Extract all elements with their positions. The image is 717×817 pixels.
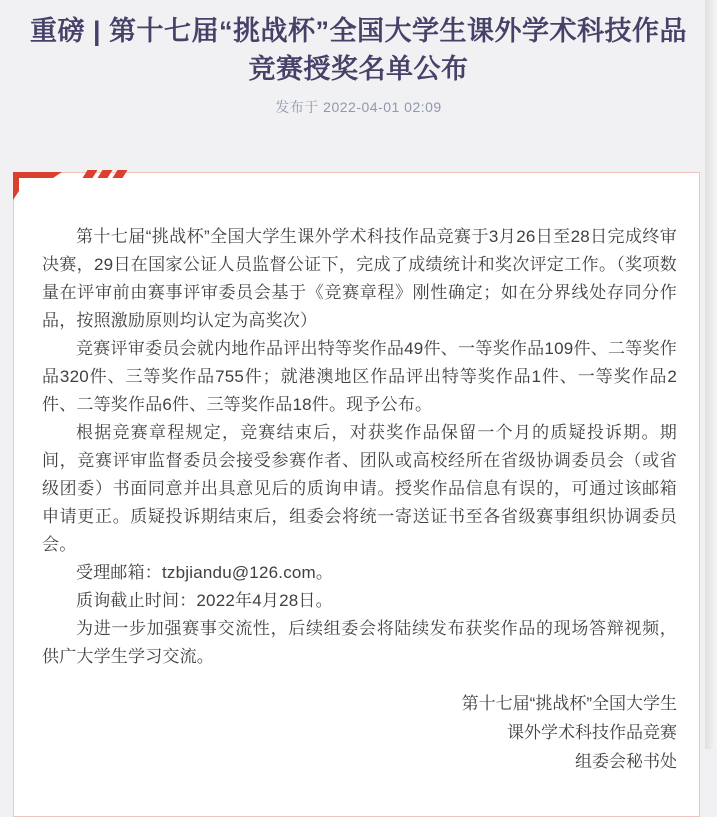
signature-line: 第十七届“挑战杯”全国大学生: [461, 694, 677, 713]
content-card: [13, 172, 700, 817]
scrollbar-track[interactable]: [705, 0, 717, 749]
triple-slash-decoration: [85, 170, 125, 178]
slash-decoration-icon: [98, 170, 113, 178]
publish-date: 发布于 2022-04-01 02:09: [275, 99, 442, 115]
slash-decoration-icon: [83, 170, 98, 178]
article-paragraph: 质询截止时间：2022年4月28日。: [76, 591, 333, 610]
article-paragraph: 第十七届“挑战杯”全国大学生课外学术科技作品竞赛于3月26日至28日完成终审决赛，29日在国家公证人员监督公证下，完成了成绩统计和奖次评定工作。（奖项数量在评审前由赛事评审委员会基于《竞赛章程》刚性确定；如在分界线处存同分作品，按照激励原则均认定为高奖次）: [42, 227, 677, 330]
page-title-line2: 竞赛授奖名单公布: [248, 54, 469, 84]
corner-bracket-vertical: [13, 172, 19, 200]
signature-block: [42, 689, 677, 776]
signature-line: 课外学术科技作品竞赛: [507, 723, 677, 742]
article-paragraph: 根据竞赛章程规定，竞赛结束后，对获奖作品保留一个月的质疑投诉期。期间，竞赛评审监督委员会接受参赛作者、团队或高校经所在省级协调委员会（或省级团委）书面同意并出具意见后的质询申请。授奖作品信息有误的，可通过该邮箱申请更正。质疑投诉期结束后，组委会将统一寄送证书至各省级赛事组织协调委员会。: [42, 423, 677, 554]
page-title-line1: 重磅 | 第十七届“挑战杯”全国大学生课外学术科技作品: [29, 16, 688, 46]
article-paragraph: 受理邮箱：tzbjiandu@126.com。: [76, 563, 334, 582]
corner-bracket-horizontal: [13, 172, 62, 178]
article-paragraph: 为进一步加强赛事交流性，后续组委会将陆续发布获奖作品的现场答辩视频，供广大学生学习交流。: [42, 619, 677, 666]
article-body: [42, 223, 677, 671]
article-paragraph: 竞赛评审委员会就内地作品评出特等奖作品49件、一等奖作品109件、二等奖作品320件、三等奖作品755件；就港澳地区作品评出特等奖作品1件、一等奖作品2件、二等奖作品6件、三等奖作品18件。现予公布。: [42, 339, 677, 414]
page-title: [0, 12, 717, 88]
signature-line: 组委会秘书处: [575, 752, 677, 771]
article-header: [0, 0, 717, 117]
slash-decoration-icon: [113, 170, 128, 178]
